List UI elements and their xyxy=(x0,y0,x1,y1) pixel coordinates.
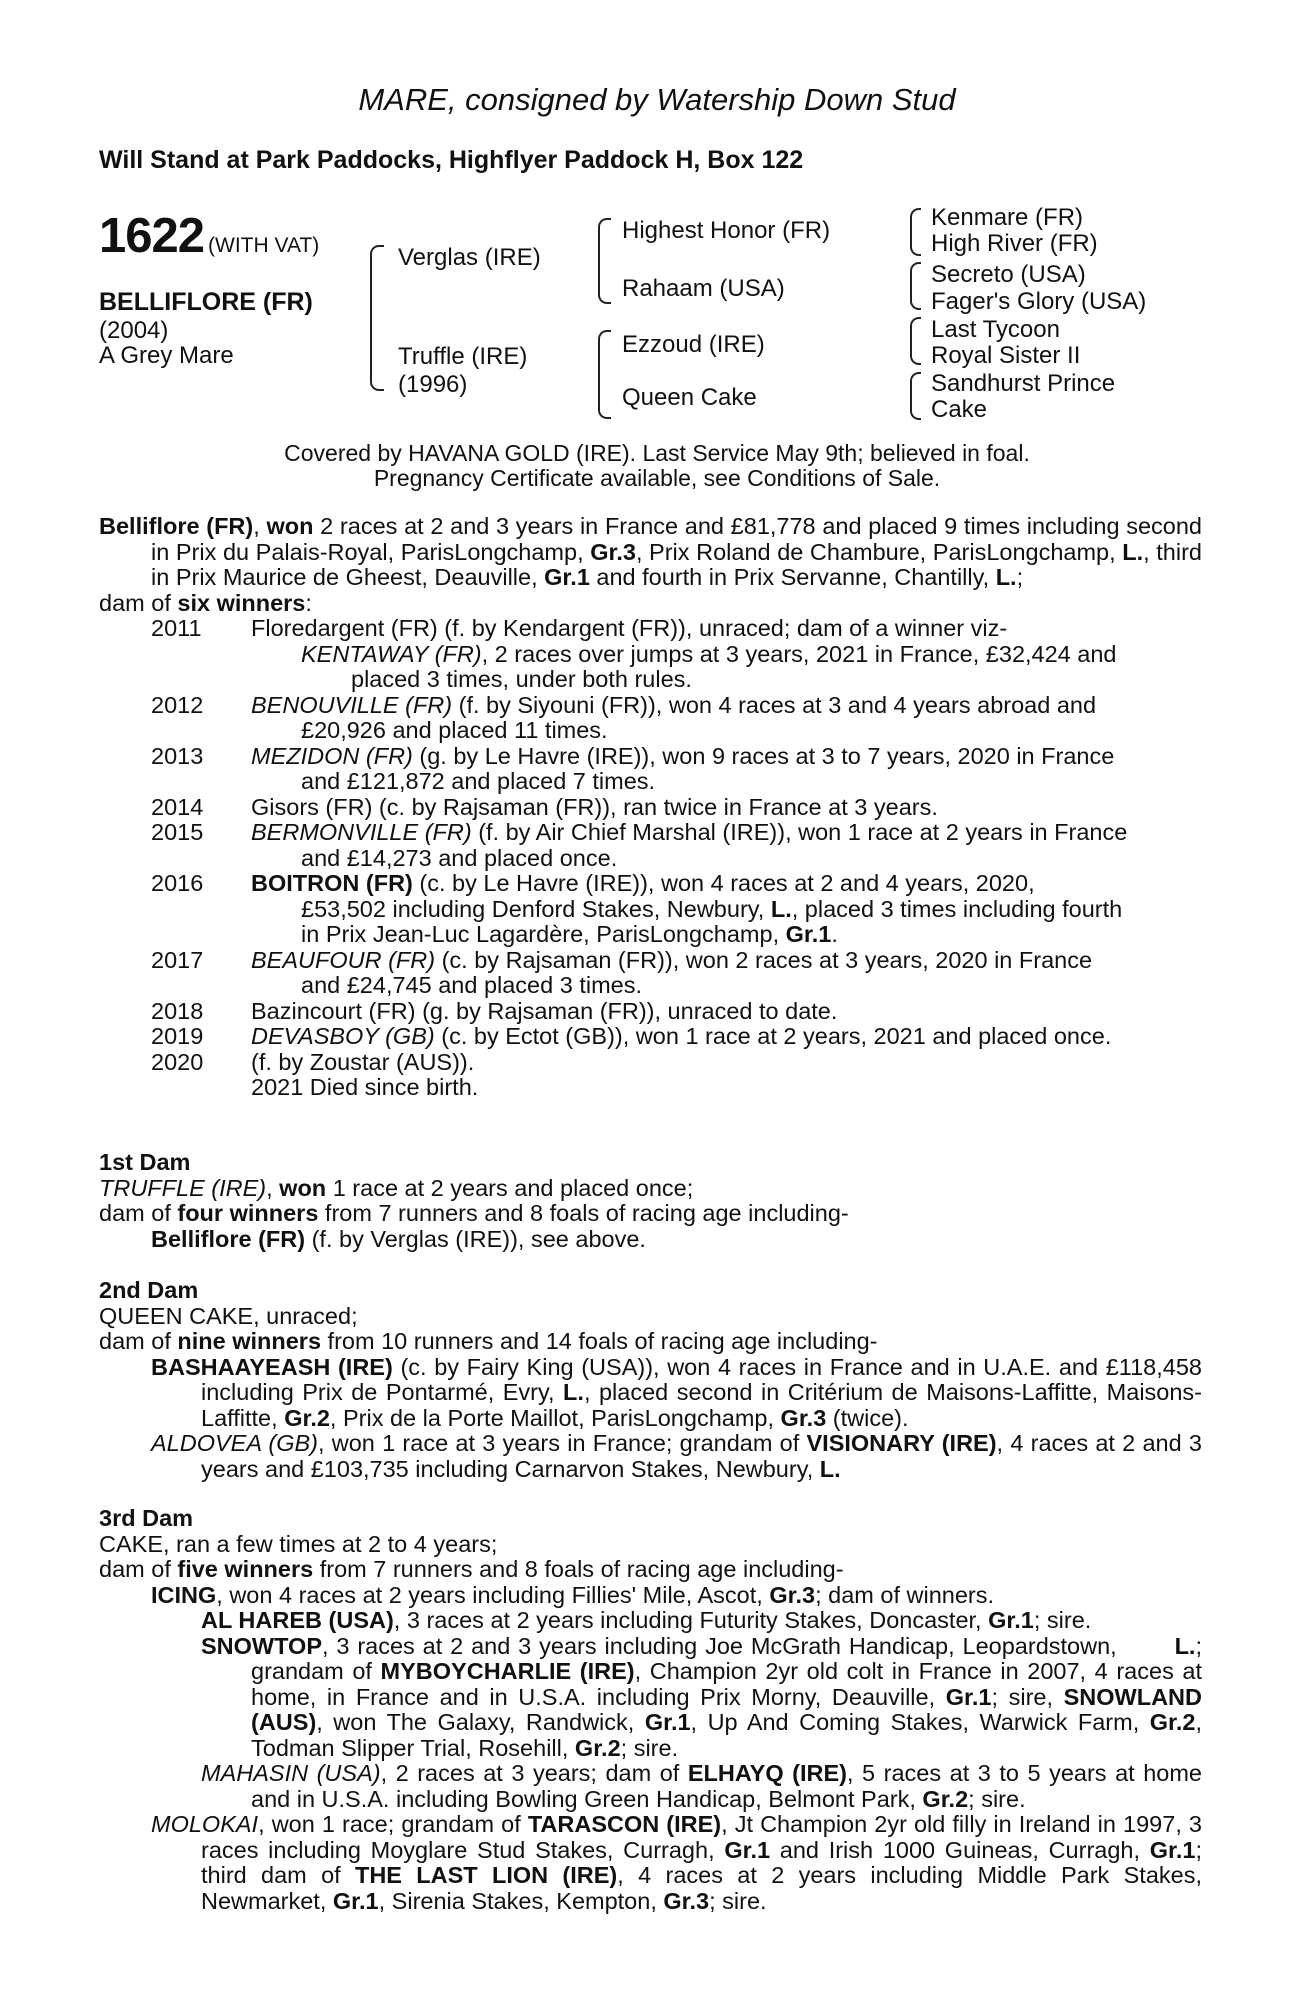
brace-gen3-2 xyxy=(910,262,921,310)
first-dam-heading: 1st Dam xyxy=(99,1149,191,1175)
second-dam-winner: BASHAAYEASH (IRE) (c. by Fairy King (USA)), won 4 races in France and in U.A.E. and £118,458 including Prix de Pontarmé, Evry, L., placed second in Critérium de Maisons-Laffitte, Maisons-Laffitte, Gr.2, Prix de la Porte Maillot, ParisLongchamp, Gr.3 (twice). xyxy=(151,1353,1203,1431)
produce-entry: 2011 Floredargent (FR) (f. by Kendargent (FR)), unraced; dam of a winner viz- KENTAWAY (FR), 2 races over jumps at 3 years, 2021 in France, £32,424 and placed 3 times, under both rules. xyxy=(151,615,1117,692)
second-dam-heading: 2nd Dam xyxy=(99,1277,199,1303)
first-dam-produce: dam of four winners from 7 runners and 8 foals of racing age including- xyxy=(99,1200,849,1226)
dam-of-line: dam of six winners: xyxy=(99,589,312,616)
pedigree-gen3-5: Last Tycoon xyxy=(931,316,1060,343)
brace-gen3-1 xyxy=(910,208,921,256)
second-dam-record: QUEEN CAKE, unraced; xyxy=(99,1302,358,1329)
mare-race-record: Belliflore (FR), won 2 races at 2 and 3 years in France and £81,778 and placed 9 times including second in Prix du Palais-Royal, ParisLongchamp, Gr.3, Prix Roland de Chambure, ParisLongchamp, L., third in Prix Maurice de Gheest, Deauville, Gr.1 and fourth in Prix Servanne, Chantilly, L.; xyxy=(99,513,1203,590)
third-dam-descendant: SNOWTOP, 3 races at 2 and 3 years including Joe McGrath Handicap, Leopardstown, L.; grandam of MYBOYCHARLIE (IRE), Champion 2yr old colt in France in 2007, 4 races at home, in France and in U.S.A. including Prix Morny, Deauville, Gr.1; sire, SNOWLAND (AUS), won The Galaxy, Randwick, Gr.1, Up And Coming Stakes, Warwick Farm, Gr.2, Todman Slipper Trial, Rosehill, Gr.2; sire. xyxy=(201,1632,1203,1761)
lot-number: 1622 xyxy=(99,209,205,263)
pedigree-gen3-1: Kenmare (FR) xyxy=(931,204,1084,231)
third-dam-descendant: AL HAREB (USA), 3 races at 2 years including Futurity Stakes, Doncaster, Gr.1; sire. xyxy=(201,1607,1092,1633)
third-dam-heading: 3rd Dam xyxy=(99,1505,194,1531)
covered-line: Covered by HAVANA GOLD (IRE). Last Service May 9th; believed in foal. xyxy=(284,440,1030,466)
produce-entry: 2020 (f. by Zoustar (AUS)). 2021 Died since birth. xyxy=(151,1048,479,1100)
pedigree-sire-dam: Rahaam (USA) xyxy=(622,275,785,302)
produce-entry: 2016 BOITRON (FR) (c. by Le Havre (IRE)), won 4 races at 2 and 4 years, 2020, £53,502 including Denford Stakes, Newbury, L., placed 3 times including fourth in Prix Jean-Luc Lagardère, ParisLongchamp, Gr.1. xyxy=(151,870,1123,947)
certificate-line: Pregnancy Certificate available, see Conditions of Sale. xyxy=(373,465,941,491)
produce-record xyxy=(99,514,1202,1101)
first-dam-record: TRUFFLE (IRE), won 1 race at 2 years and placed once; xyxy=(99,1174,694,1201)
pedigree-gen3-2: High River (FR) xyxy=(931,230,1098,257)
pedigree-gen3-8: Cake xyxy=(931,396,988,423)
third-dam-produce: dam of five winners from 7 runners and 8 foals of racing age including- xyxy=(99,1556,844,1582)
third-dam-record: CAKE, ran a few times at 2 to 4 years; xyxy=(99,1530,498,1557)
produce-entry: 2012 BENOUVILLE (FR) (f. by Siyouni (FR)), won 4 races at 3 and 4 years abroad and £20,926 and placed 11 times. xyxy=(151,691,1097,743)
pedigree-gen3-7: Sandhurst Prince xyxy=(931,370,1116,397)
second-dam-produce: dam of nine winners from 10 runners and 14 foals of racing age including- xyxy=(99,1328,878,1354)
third-dam-winner: MOLOKAI, won 1 race; grandam of TARASCON (IRE), Jt Champion 2yr old filly in Ireland in 1997, 3 races including Moyglare Stud Stakes, Curragh, Gr.1 and Irish 1000 Guineas, Curragh, Gr.1; third dam of THE LAST LION (IRE), 4 races at 2 years including Middle Park Stakes, Newmarket, Gr.1, Sirenia Stakes, Kempton, Gr.3; sire. xyxy=(151,1811,1202,1914)
horse-description: A Grey Mare xyxy=(99,342,234,369)
vat-label: (WITH VAT) xyxy=(208,234,320,257)
produce-entry: 2019 DEVASBOY (GB) (c. by Ectot (GB)), won 1 race at 2 years, 2021 and placed once. xyxy=(151,1023,1112,1049)
produce-entry: 2017 BEAUFOUR (FR) (c. by Rajsaman (FR)), won 2 races at 3 years, 2020 in France and £24,745 and placed 3 times. xyxy=(151,946,1093,998)
first-dam-section xyxy=(99,1150,1202,1252)
pedigree-sire: Verglas (IRE) xyxy=(398,244,541,271)
pedigree-dam-sire: Ezzoud (IRE) xyxy=(622,331,765,358)
second-dam-winner: ALDOVEA (GB), won 1 race at 3 years in France; grandam of VISIONARY (IRE), 4 races at 2 and 3 years and £103,735 including Carnarvon Stakes, Newbury, L. xyxy=(151,1430,1202,1482)
produce-entry: 2014 Gisors (FR) (c. by Rajsaman (FR)), ran twice in France at 3 years. xyxy=(151,793,938,820)
horse-year: (2004) xyxy=(99,317,169,344)
third-dam-descendant: MAHASIN (USA), 2 races at 3 years; dam of ELHAYQ (IRE), 5 races at 3 to 5 years at home and in U.S.A. including Bowling Green Handicap, Belmont Park, Gr.2; sire. xyxy=(201,1760,1202,1812)
pedigree-dam: Truffle (IRE) xyxy=(398,343,528,370)
third-dam-winner: ICING, won 4 races at 2 years including Fillies' Mile, Ascot, Gr.3; dam of winners. xyxy=(151,1581,995,1608)
brace-sire-dam xyxy=(370,245,384,391)
brace-sire-parents xyxy=(598,218,611,304)
third-dam-section xyxy=(99,1506,1202,1914)
produce-entry: 2013 MEZIDON (FR) (g. by Le Havre (IRE)), won 9 races at 3 to 7 years, 2020 in France and £121,872 and placed 7 times. xyxy=(151,742,1115,794)
horse-name: BELLIFLORE (FR) xyxy=(99,288,313,316)
pedigree-gen3-4: Fager's Glory (USA) xyxy=(931,288,1147,315)
second-dam-section xyxy=(99,1278,1202,1482)
pedigree-gen3-6: Royal Sister II xyxy=(931,342,1081,369)
pedigree-sire-sire: Highest Honor (FR) xyxy=(622,217,831,244)
brace-gen3-4 xyxy=(910,372,921,420)
pedigree-dam-year: (1996) xyxy=(398,371,468,398)
pedigree-dam-dam: Queen Cake xyxy=(622,384,757,411)
lot-header xyxy=(99,208,319,264)
stand-location: Will Stand at Park Paddocks, Highflyer Paddock H, Box 122 xyxy=(99,146,804,174)
produce-entry: 2015 BERMONVILLE (FR) (f. by Air Chief Marshal (IRE)), won 1 race at 2 years in France and £14,273 and placed once. xyxy=(151,819,1128,871)
brace-dam-parents xyxy=(598,330,611,419)
pedigree-gen3-3: Secreto (USA) xyxy=(931,261,1086,288)
brace-gen3-3 xyxy=(910,317,921,365)
first-dam-winner: Belliflore (FR) (f. by Verglas (IRE)), see above. xyxy=(151,1225,646,1252)
page-title: MARE, consigned by Watership Down Stud xyxy=(358,82,956,117)
produce-entry: 2018 Bazincourt (FR) (g. by Rajsaman (FR)), unraced to date. xyxy=(151,997,838,1024)
